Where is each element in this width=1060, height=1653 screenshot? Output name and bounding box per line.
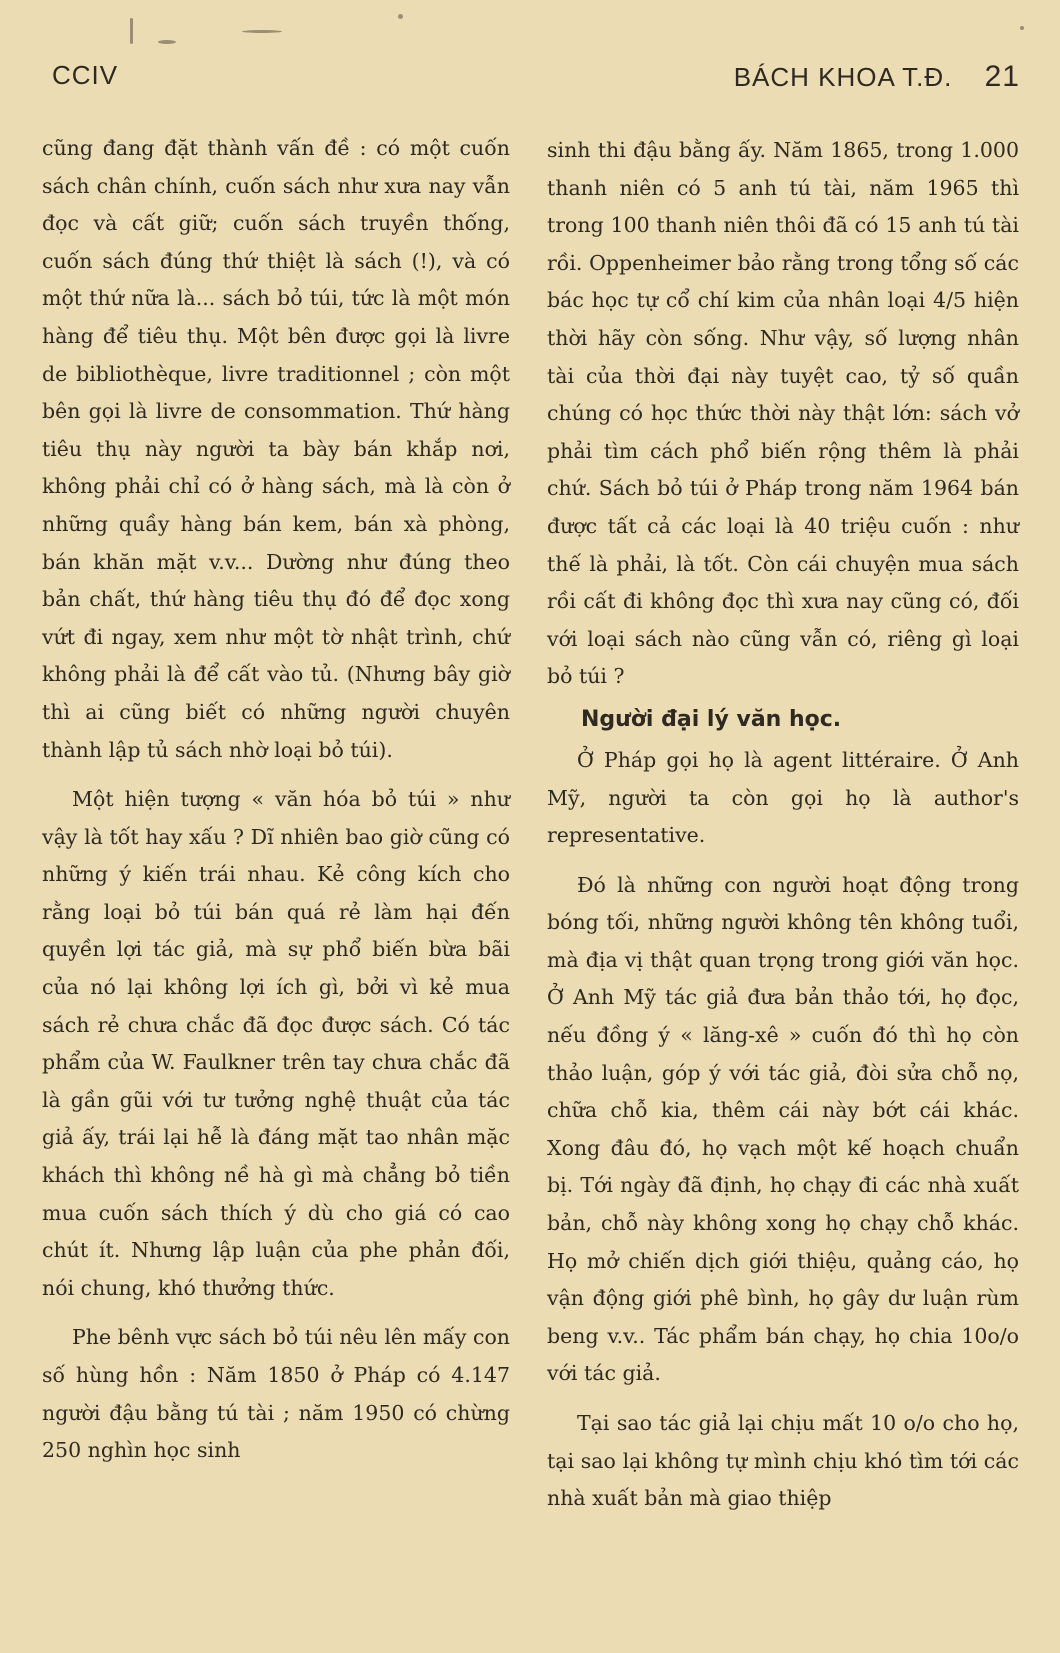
page-header: [52, 60, 1020, 100]
issue-number: CCIV: [52, 60, 119, 90]
running-head: [734, 60, 1020, 94]
paragraph: sinh thi đậu bằng ấy. Năm 1865, trong 1.000 thanh niên có 5 anh tú tài, năm 1965 thì trong 100 thanh niên thôi đã có 15 anh tú tài rồi. Oppenheimer bảo rằng trong tổng số các bác học tự cổ chí kim của nhân loại 4/5 hiện thời hãy còn sống. Như vậy, số lượng nhân tài của thời đại này tuyệt cao, tỷ số quần chúng có học thức thời này thật lớn: sách vở phải tìm cách phổ biến rộng thêm là phải chứ. Sách bỏ túi ở Pháp trong năm 1964 bán được tất cả các loại là 40 triệu cuốn : như thế là phải, là tốt. Còn cái chuyện mua sách rồi cất đi không đọc thì xưa nay cũng có, đối với loại sách nào cũng vẫn có, riêng gì loại bỏ túi ?: [547, 138, 1019, 689]
print-speck: [398, 14, 403, 19]
section-heading: Người đại lý văn học.: [581, 706, 842, 732]
paragraph: cũng đang đặt thành vấn đề : có một cuốn sách chân chính, cuốn sách như xưa nay vẫn đọc và cất giữ; cuốn sách truyền thống, cuốn sách đúng thứ thiệt là sách (!), và có một thứ nữa là... sách bỏ túi, tức là một món hàng để tiêu thụ. Một bên được gọi là livre de bibliothèque, livre traditionnel ; còn một bên gọi là livre de consommation. Thứ hàng tiêu thụ này người ta bày bán khắp nơi, không phải chỉ có ở hàng sách, mà là còn ở những quầy hàng bán kem, bán xà phòng, bán khăn mặt v.v... Dường như đúng theo bản chất, thứ hàng tiêu thụ đó để đọc xong vứt đi ngay, xem như một tờ nhật trình, chứ không phải là để cất vào tủ. (Nhưng bây giờ thì ai cũng biết có những người chuyên thành lập tủ sách nhờ loại bỏ túi).: [42, 136, 510, 762]
paragraph: Đó là những con người hoạt động trong bóng tối, những người không tên không tuổi, mà địa vị thật quan trọng trong giới văn học. Ở Anh Mỹ tác giả đưa bản thảo tới, họ đọc, nếu đồng ý « lăng-xê » cuốn đó thì họ còn thảo luận, góp ý với tác giả, đòi sửa chỗ nọ, chữa chỗ kia, thêm cái này bớt cái khác. Xong đâu đó, họ vạch một kế hoạch chuẩn bị. Tới ngày đã định, họ chạy đi các nhà xuất bản, chỗ này không xong họ chạy chỗ khác. Họ mở chiến dịch giới thiệu, quảng cáo, họ vận động giới phê bình, họ gây dư luận rùm beng v.v.. Tác phẩm bán chạy, họ chia 10o/o với tác giả.: [547, 872, 1019, 1386]
print-speck: [158, 40, 176, 44]
page-number: 21: [984, 60, 1020, 93]
print-speck: [242, 30, 282, 33]
left-column: [42, 130, 510, 1470]
print-speck: [1020, 26, 1024, 30]
print-speck: [130, 18, 133, 44]
right-column: [547, 132, 1019, 1518]
paragraph: Một hiện tượng « văn hóa bỏ túi » như vậy là tốt hay xấu ? Dĩ nhiên bao giờ cũng có những ý kiến trái nhau. Kẻ công kích cho rằng loại bỏ túi bán quá rẻ làm hại đến quyền lợi tác giả, mà sự phổ biến bừa bãi của nó lại không lợi ích gì, bởi vì kẻ mua sách rẻ chưa chắc đã đọc được sách. Có tác phẩm của W. Faulkner trên tay chưa chắc đã là gần gũi với tư tưởng nghệ thuật của tác giả ấy, trái lại hễ là đáng mặt tao nhân mặc khách thì không nề hà gì mà chẳng bỏ tiền mua cuốn sách thích ý dù cho giá có cao chút ít. Nhưng lập luận của phe phản đối, nói chung, khó thưởng thức.: [42, 787, 510, 1300]
paragraph: Tại sao tác giả lại chịu mất 10 o/o cho họ, tại sao lại không tự mình chịu khó tìm tới các nhà xuất bản mà giao thiệp: [547, 1411, 1019, 1511]
paragraph: Ở Pháp gọi họ là agent littéraire. Ở Anh Mỹ, người ta còn gọi họ là author's representative.: [547, 747, 1019, 848]
paragraph: Phe bênh vực sách bỏ túi nêu lên mấy con số hùng hồn : Năm 1850 ở Pháp có 4.147 người đậu bằng tú tài ; năm 1950 có chừng 250 nghìn học sinh: [42, 1325, 510, 1463]
journal-title: BÁCH KHOA T.Đ.: [733, 62, 953, 92]
